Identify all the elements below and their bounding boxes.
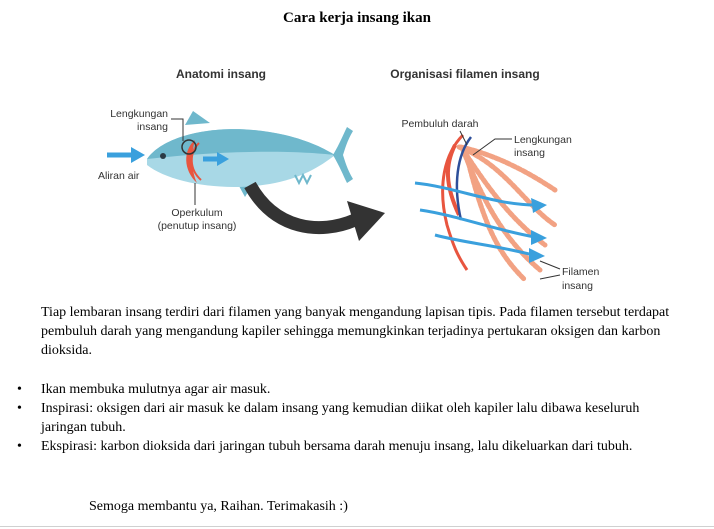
- right-heading: Organisasi filamen insang: [390, 67, 540, 81]
- bullet-icon: •: [17, 382, 22, 397]
- intro-paragraph: Tiap lembaran insang terdiri dari filamen yang banyak mengandung lapisan tipis. Pada filamen tersebut terdapat pembuluh darah yang mengandung kapiler sehingga memungkinkan terjadinya pertukaran oksigen dan karbon dioksida.: [41, 305, 670, 358]
- list-item-text: Ikan membuka mulutnya agar air masuk.: [41, 382, 271, 397]
- arch-label-right-line2: insang: [514, 147, 545, 159]
- blood-vessel-label: Pembuluh darah: [401, 118, 479, 130]
- bullet-icon: •: [17, 401, 22, 416]
- fish-illustration: [147, 111, 353, 197]
- arch-label-right-line1: Lengkungan: [514, 134, 572, 146]
- page-divider: [0, 526, 714, 527]
- list-item-text: Ekspirasi: karbon dioksida dari jaringan tubuh bersama darah menuju insang, lalu dikeluarkan dari tubuh.: [41, 439, 633, 454]
- operculum-label-line1: Operkulum: [171, 207, 223, 219]
- list-item: [0, 437, 661, 456]
- gill-figure: [85, 55, 630, 300]
- arch-label-left-line1: Lengkungan: [110, 108, 168, 120]
- document-title: Cara kerja insang ikan: [283, 10, 431, 26]
- closing-line: Semoga membantu ya, Raihan. Terimakasih :): [89, 499, 348, 514]
- transition-arrow: [250, 185, 385, 241]
- operculum-label-line2: (penutup insang): [157, 220, 237, 232]
- list-item: [0, 380, 661, 399]
- left-heading: Anatomi insang: [175, 67, 267, 81]
- filament-label: [540, 261, 600, 292]
- bullet-icon: •: [17, 439, 22, 454]
- list-item: [0, 399, 661, 437]
- filament-label-line2: insang: [562, 280, 593, 292]
- arch-label-left-line2: insang: [137, 121, 168, 133]
- filament-label-line1: Filamen: [562, 266, 600, 278]
- process-list: [0, 380, 700, 456]
- arch-label-left: [110, 108, 183, 141]
- operculum-label: [158, 183, 237, 232]
- list-item-text: Inspirasi: oksigen dari air masuk ke dalam insang yang kemudian diikat oleh kapiler lalu dibawa keseluruh jaringan tubuh.: [41, 401, 640, 435]
- water-flow-label: Aliran air: [98, 170, 140, 182]
